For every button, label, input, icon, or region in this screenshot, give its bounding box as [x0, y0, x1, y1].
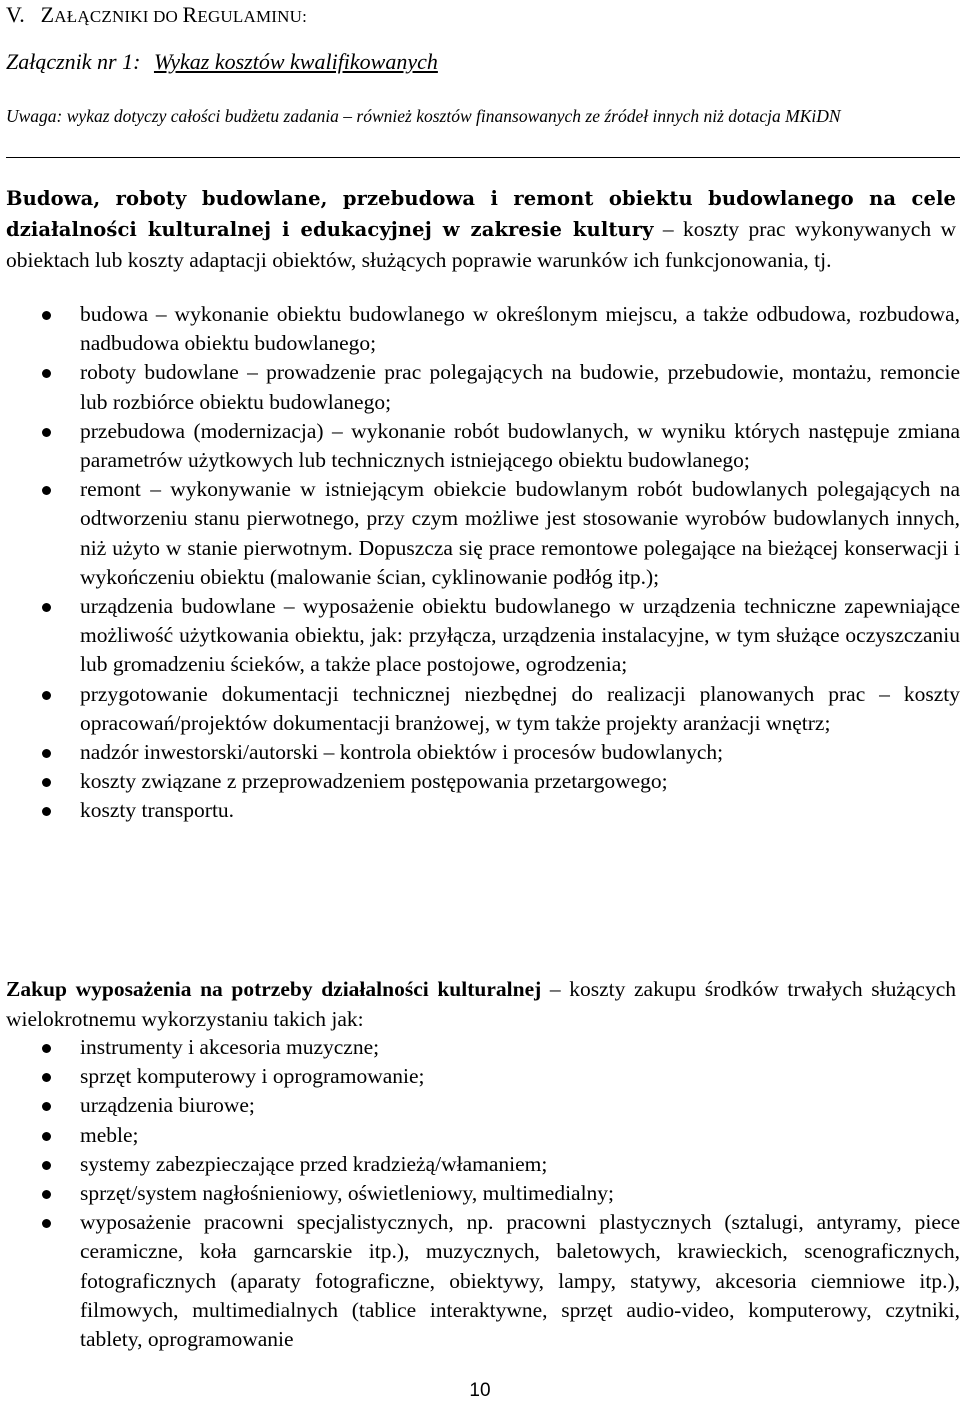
bullet-icon	[42, 1161, 51, 1170]
list-item	[6, 592, 960, 680]
list-item	[6, 1179, 960, 1208]
bullet-icon	[42, 1132, 51, 1141]
list-item-text: budowa – wykonanie obiektu budowlanego w określonym miejscu, a także odbudowa, rozbudowa, nadbudowa obiektu budowlanego;	[80, 302, 960, 356]
bullet-icon	[42, 778, 51, 787]
list-item	[6, 475, 960, 592]
section-equipment-desc: – koszty zakupu środków trwałych służących wielokrotnemu wykorzystaniu takich jak:	[6, 977, 956, 1031]
list-item-text: instrumenty i akcesoria muzyczne;	[80, 1035, 380, 1059]
list-item-text: remont – wykonywanie w istniejącym obiekcie budowlanym robót budowlanych polegających na odtworzeniu stanu pierwotnego, przy czym możliwe jest stosowanie wyrobów budowlanych innych, niż użyto w stanie pierwotnym. Dopuszcza się prace remontowe polegające na bieżącej konserwacji i wykończeniu obiektu (malowanie ścian, cyklinowanie podłóg itp.);	[80, 477, 960, 589]
section-construction-title: Budowa, roboty budowlane, przebudowa i remont obiektu budowlanego na cele działalności kulturalnej i edukacyjnej w zakresie kultury	[6, 187, 956, 241]
list-item	[6, 767, 960, 796]
bullet-icon	[42, 311, 51, 320]
list-item	[6, 300, 960, 358]
bullet-icon	[42, 807, 51, 816]
list-item	[6, 1150, 960, 1179]
divider-line	[6, 157, 960, 158]
list-item	[6, 1208, 960, 1354]
list-item-text: koszty transportu.	[80, 798, 235, 823]
list-item-text: systemy zabezpieczające przed kradzieżą/włamaniem;	[80, 1151, 548, 1176]
annex-title	[6, 49, 438, 75]
list-item-text: meble;	[80, 1122, 139, 1147]
bullet-icon	[42, 486, 51, 495]
list-item	[6, 358, 960, 416]
bullet-icon	[42, 369, 51, 378]
bullet-icon	[42, 1102, 51, 1111]
list-item-text: wyposażenie pracowni specjalistycznych, np. pracowni plastycznych (sztalugi, antyramy, piece ceramiczne, koła garncarskie itp.), muzycznych, baletowych, krawieckich, scenograficznych, fotograficznych (aparaty fotograficzne, obiektywy, lampy, statywy, akcesoria ciemniowe itp.), filmowych, multimedialnych (tablice interaktywne, sprzęt audio-video, komputerowy, czytniki, tablety, oprogramowanie	[80, 1210, 960, 1352]
list-item-text: sprzęt komputerowy i oprogramowanie;	[80, 1064, 425, 1089]
section-equipment-intro	[6, 974, 956, 1034]
equipment-cost-list	[6, 1033, 960, 1354]
bullet-icon	[42, 1219, 51, 1228]
list-item	[6, 417, 960, 475]
bullet-icon	[42, 1073, 51, 1082]
bullet-icon	[42, 749, 51, 758]
bullet-icon	[42, 428, 51, 437]
list-item-text: urządzenia biurowe;	[80, 1093, 255, 1118]
bullet-icon	[42, 1044, 51, 1053]
list-item-text: roboty budowlane – prowadzenie prac polegających na budowie, przebudowie, montażu, remoncie lub rozbiórce obiektu budowlanego;	[80, 360, 960, 414]
list-item-text: przygotowanie dokumentacji technicznej niezbędnej do realizacji planowanych prac – koszty opracowań/projektów dokumentacji branżowej, w tym także projekty aranżacji wnętrz;	[80, 681, 960, 735]
bullet-icon	[42, 1190, 51, 1199]
list-item	[6, 1033, 960, 1062]
list-item-text: przebudowa (modernizacja) – wykonanie robót budowlanych, w wyniku których następuje zmiana parametrów użytkowych lub technicznych istniejącego obiektu budowlanego;	[80, 418, 960, 473]
section-equipment-title: Zakup wyposażenia na potrzeby działalności kulturalnej	[6, 977, 542, 1001]
list-item-text: koszty związane z przeprowadzeniem postępowania przetargowego;	[80, 769, 668, 794]
budget-note: Uwaga: wykaz dotyczy całości budżetu zadania – również kosztów finansowanych ze źródeł innych niż dotacja MKiDN	[6, 106, 841, 126]
section-construction-intro	[6, 183, 956, 275]
list-item	[6, 1091, 960, 1120]
list-item	[6, 1062, 960, 1091]
list-item	[6, 796, 960, 825]
list-item-text: sprzęt/system nagłośnieniowy, oświetleniowy, multimedialny;	[80, 1181, 615, 1206]
construction-cost-list	[6, 300, 960, 826]
list-item-text: urządzenia budowlane – wyposażenie obiektu budowlanego w urządzenia techniczne zapewniające możliwość użytkowania obiektu, jak: przyłącza, urządzenia instalacyjne, w tym służące oczyszczaniu lub gromadzeniu ścieków, a także place postojowe, ogrodzenia;	[80, 594, 960, 677]
list-item-text: nadzór inwestorski/autorski – kontrola obiektów i procesów budowlanych;	[80, 740, 724, 765]
bullet-icon	[42, 603, 51, 612]
section-heading: V. ZAŁĄCZNIKI DO REGULAMINU:	[6, 2, 308, 27]
section-number: V.	[6, 2, 25, 27]
list-item	[6, 680, 960, 738]
page-number: 10	[469, 1380, 491, 1401]
list-item	[6, 738, 960, 767]
section-construction-desc: – koszty prac wykonywanych w obiektach lub koszty adaptacji obiektów, służących poprawie warunków ich funkcjonowania, tj.	[6, 217, 956, 272]
list-item	[6, 1121, 960, 1150]
bullet-icon	[42, 691, 51, 700]
annex-name: Wykaz kosztów kwalifikowanych	[153, 49, 438, 74]
annex-label: Załącznik nr 1:	[6, 49, 141, 74]
